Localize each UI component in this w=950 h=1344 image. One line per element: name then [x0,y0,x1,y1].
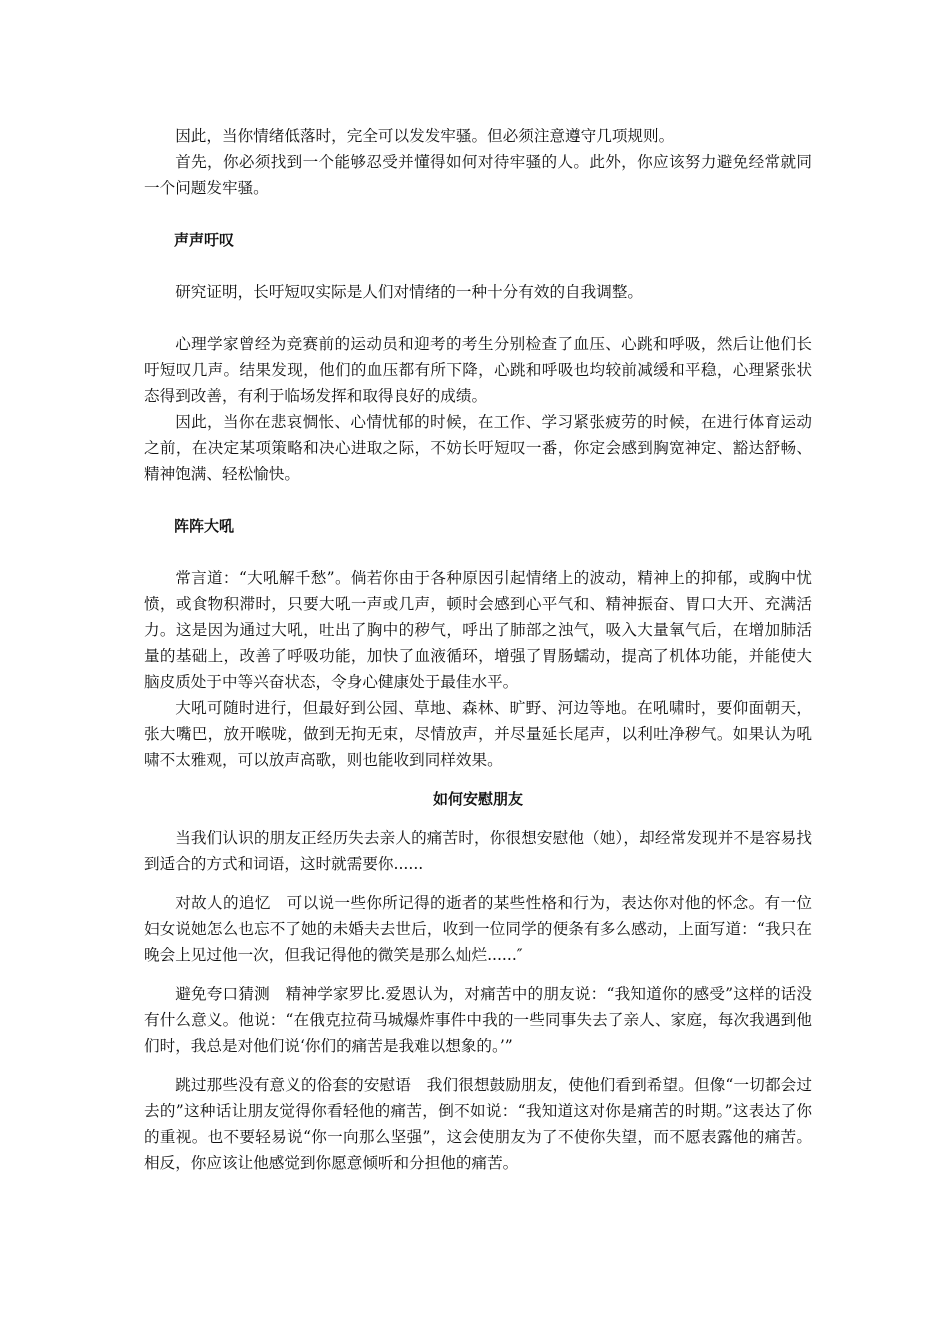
sigh-paragraph-3: 因此，当你在悲哀惆怅、心情忧郁的时候，在工作、学习紧张疲劳的时候，在进行体育运动之前，在决定某项策略和决心进取之际，不妨长吁短叹一番，你定会感到胸宽神定、豁达舒畅、精神饱满、轻松愉快。 [144,413,812,483]
comfort-cliche-paragraph: 跳过那些没有意义的俗套的安慰语 我们很想鼓励朋友，使他们看到希望。但像“一切都会过去的”这种话让朋友觉得你看轻他的痛苦，倒不如说：“我知道这对你是痛苦的时期。”这表达了你的重视。也不要轻易说“你一向那么坚强”，这会使朋友为了不使你失望，而不愿表露他的痛苦。相反，你应该让他感觉到你愿意倾听和分担他的痛苦。 [144,1076,812,1172]
sigh-paragraph-1: 研究证明，长吁短叹实际是人们对情绪的一种十分有效的自我调整。 [175,283,644,301]
heading-roar: 阵阵大吼 [174,517,235,535]
roar-paragraph-2: 大吼可随时进行，但最好到公园、草地、森林、旷野、河边等地。在吼啸时，要仰面朝天，张大嘴巴，放开喉咙，做到无拘无束，尽情放声，并尽量延长尾声，以利吐净秽气。如果认为吼啸不太雅观，可以放声高歌，则也能收到同样效果。 [144,699,812,769]
complain-paragraph-1: 因此，当你情绪低落时，完全可以发发牢骚。但必须注意遵守几项规则。 [175,127,675,145]
complain-paragraph-2: 首先，你必须找到一个能够忍受并懂得如何对待牢骚的人。此外，你应该努力避免经常就同一个问题发牢骚。 [144,153,812,197]
heading-sigh: 声声吁叹 [174,231,235,249]
comfort-intro: 当我们认识的朋友正经历失去亲人的痛苦时，你很想安慰他（她），却经常发现并不是容易找到适合的方式和词语，这时就需要你...... [144,829,812,873]
comfort-guess-paragraph: 避免夸口猜测 精神学家罗比.爱恩认为，对痛苦中的朋友说：“我知道你的感受”这样的话没有什么意义。他说：“在俄克拉荷马城爆炸事件中我的一些同事失去了亲人、家庭，每次我遇到他们时，我总是对他们说‘你们的痛苦是我难以想象的。’” [144,985,812,1055]
sigh-paragraph-2: 心理学家曾经为竞赛前的运动员和迎考的考生分别检查了血压、心跳和呼吸，然后让他们长吁短叹几声。结果发现，他们的血压都有所下降，心跳和呼吸也均较前减缓和平稳，心理紧张状态得到改善，有利于临场发挥和取得良好的成绩。 [144,335,812,405]
document-page [144,123,812,1176]
comfort-memory-paragraph: 对故人的追忆 可以说一些你所记得的逝者的某些性格和行为，表达你对他的怀念。有一位妇女说她怎么也忘不了她的未婚夫去世后，收到一位同学的便条有多么感动，上面写道：“我只在晚会上见过他一次，但我记得他的微笑是那么灿烂......″ [144,894,812,964]
roar-paragraph-1: 常言道：“大吼解千愁”。倘若你由于各种原因引起情绪上的波动，精神上的抑郁，或胸中忧愤，或食物积滞时，只要大吼一声或几声，顿时会感到心平气和、精神振奋、胃口大开、充满活力。这是因为通过大吼，吐出了胸中的秽气，呼出了肺部之浊气，吸入大量氧气后，在增加肺活量的基础上，改善了呼吸功能，加快了血液循环，增强了胃肠蠕动，提高了机体功能，并能使大脑皮质处于中等兴奋状态，令身心健康处于最佳水平。 [144,569,812,691]
comfort-title: 如何安慰朋友 [432,790,523,808]
